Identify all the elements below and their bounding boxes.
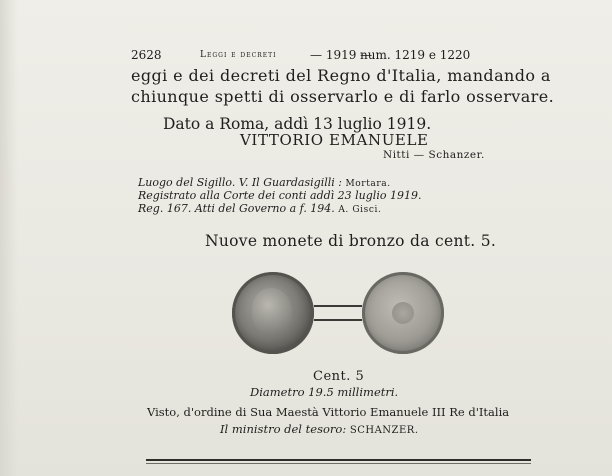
king-portrait-relief: [252, 288, 292, 336]
king-signature: VITTORIO EMANUELE: [240, 131, 429, 149]
page-fold-shadow: [0, 0, 18, 476]
date-place-line: Dato a Roma, addì 13 luglio 1919.: [163, 115, 432, 133]
seal-note-middle: V. Il Guardasigilli :: [235, 176, 346, 189]
seal-note-prefix: Luogo del Sigillo.: [138, 176, 236, 189]
coin-obverse-image: [232, 272, 314, 354]
guardasigilli-name: Mortara.: [345, 179, 391, 189]
coin-diameter-caption: Diametro 19.5 millimetri.: [250, 385, 399, 399]
decree-text-line-1: eggi e dei decreti del Regno d'Italia, mandando a: [131, 66, 551, 85]
treasury-minister-line: [220, 422, 419, 436]
treasury-minister-label: Il ministro del tesoro:: [220, 422, 350, 436]
section-title: Nuove monete di bronzo da cent. 5.: [205, 232, 497, 250]
coin-illustration: [232, 272, 444, 356]
header-numbers: num. 1219 e 1220: [360, 48, 471, 62]
register-reference: [138, 202, 381, 215]
register-reference-text: Reg. 167. Atti del Governo a f. 194.: [138, 202, 339, 215]
registration-note: Registrato alla Corte dei conti addì 23 luglio 1919.: [138, 189, 422, 202]
decree-text-line-2: chiunque spetti di osservarlo e di farlo osservare.: [131, 87, 555, 106]
coin-edge-line-top: [314, 305, 362, 307]
treasury-minister-name: SCHANZER.: [349, 425, 419, 436]
royal-approval-line: Visto, d'ordine di Sua Maestà Vittorio Emanuele III Re d'Italia: [147, 405, 510, 419]
closing-rule: [146, 459, 531, 461]
register-clerk-name: A. Gisci.: [338, 205, 382, 215]
minister-signatures: Nitti — Schanzer.: [383, 149, 485, 161]
header-year: — 1919 —: [310, 48, 373, 62]
coin-edge-line-bottom: [314, 319, 362, 321]
running-title: Leggi e decreti: [200, 50, 277, 60]
coin-reverse-motif: [392, 302, 414, 324]
coin-value-caption: Cent. 5: [313, 369, 365, 384]
seal-note: [138, 176, 391, 189]
coin-reverse-image: [362, 272, 444, 354]
page-number: 2628: [131, 48, 162, 62]
closing-rule-thin: [146, 463, 531, 464]
